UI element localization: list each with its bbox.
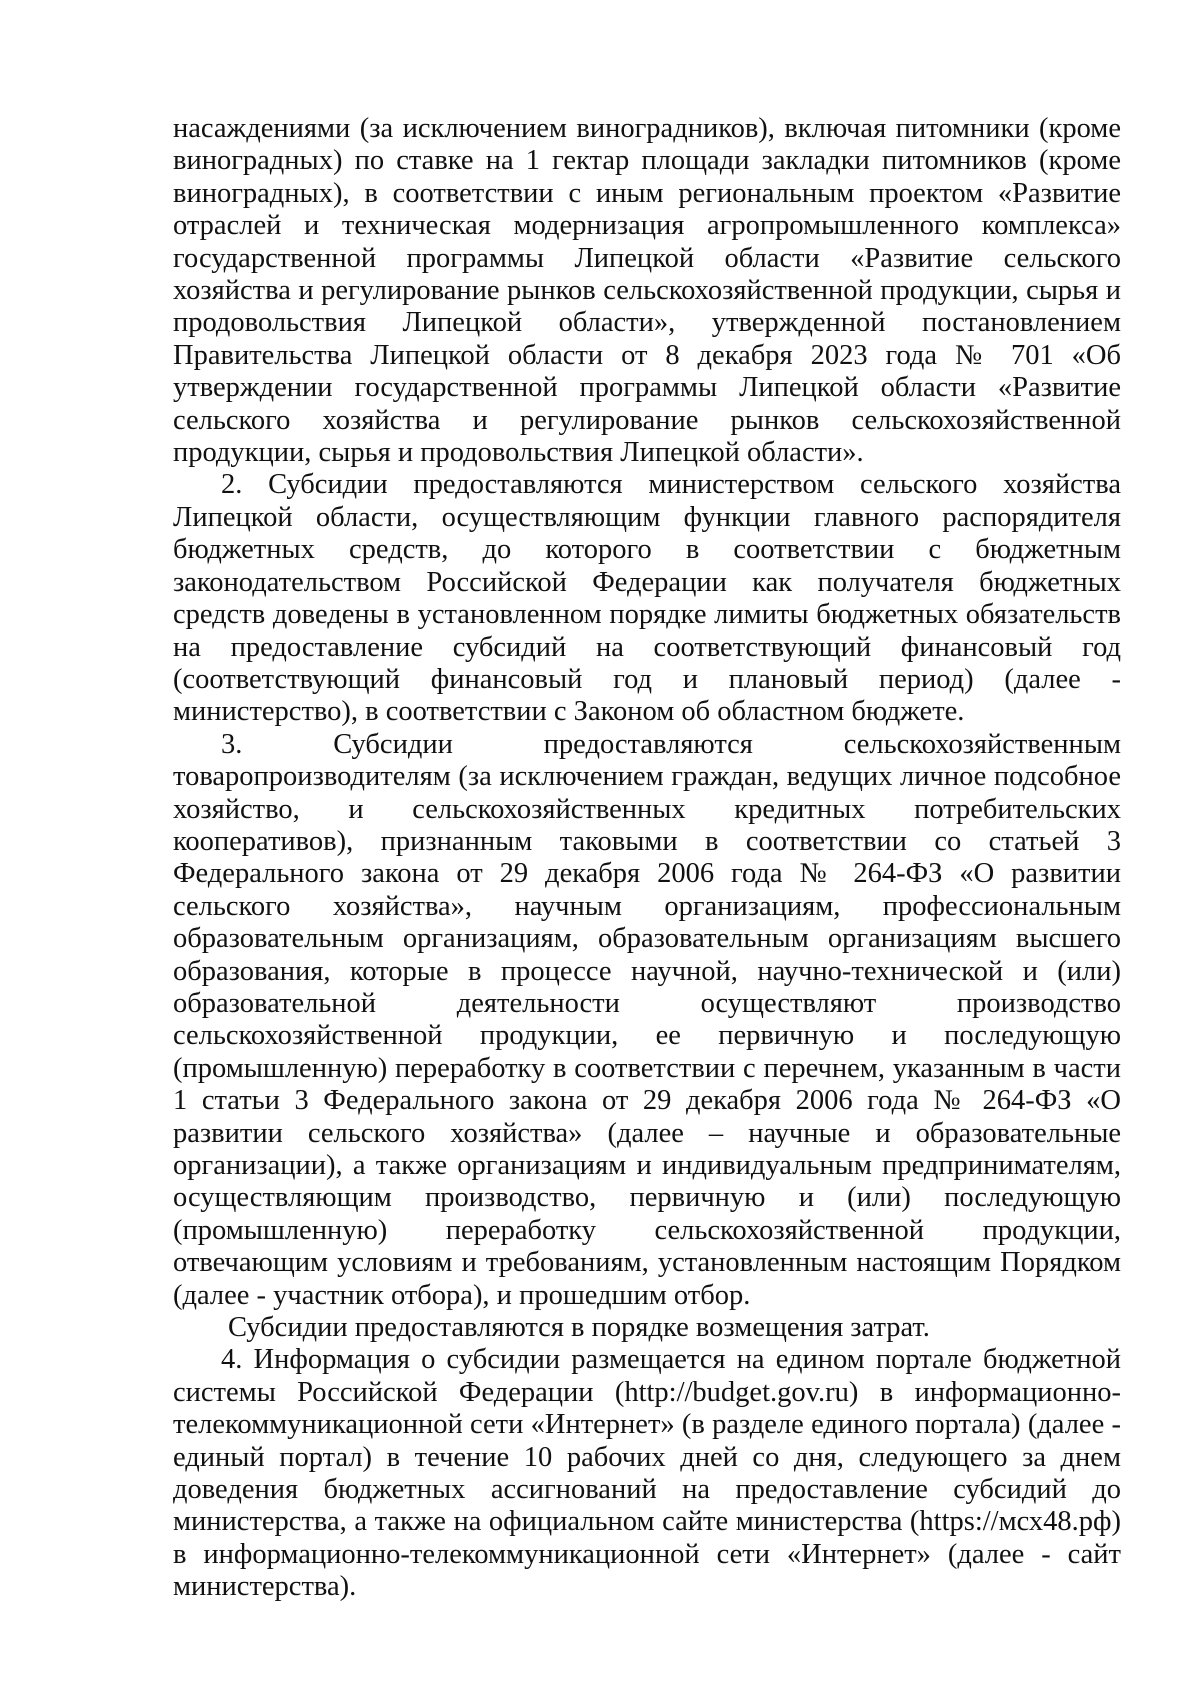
- document-page: [173, 113, 1121, 1604]
- paragraph-item-2: 2. Субсидии предоставляются министерством сельского хозяйства Липецкой области, осуществляющим функции главного распорядителя бюджетных средств, до которого в соответствии с бюджетным законодательством Российской Федерации как получателя бюджетных средств доведены в установленном порядке лимиты бюджетных обязательств на предоставление субсидий на соответствующий финансовый год (соответствующий финансовый год и плановый период) (далее - министерство), в соответствии с Законом об областном бюджете.: [173, 469, 1121, 728]
- paragraph-reimbursement-note: Субсидии предоставляются в порядке возмещения затрат.: [228, 1312, 930, 1344]
- paragraph-continuation: насаждениями (за исключением виноградников), включая питомники (кроме виноградных) по ставке на 1 гектар площади закладки питомников (кроме виноградных), в соответствии с иным региональным проектом «Развитие отраслей и техническая модернизация агропромышленного комплекса» государственной программы Липецкой области «Развитие сельского хозяйства и регулирование рынков сельскохозяйственной продукции, сырья и продовольствия Липецкой области», утвержденной постановлением Правительства Липецкой области от 8 декабря 2023 года № 701 «Об утверждении государственной программы Липецкой области «Развитие сельского хозяйства и регулирование рынков сельскохозяйственной продукции, сырья и продовольствия Липецкой области».: [173, 113, 1121, 469]
- paragraph-item-4: 4. Информация о субсидии размещается на едином портале бюджетной системы Российской Федерации (http://budget.gov.ru) в информационно-телекоммуникационной сети «Интернет» (в разделе единого портала) (далее - единый портал) в течение 10 рабочих дней со дня, следующего за днем доведения бюджетных ассигнований на предоставление субсидий до министерства, а также на официальном сайте министерства (https://мсх48.рф) в информационно-телекоммуникационной сети «Интернет» (далее - сайт министерства).: [173, 1344, 1121, 1603]
- paragraph-item-3: 3. Субсидии предоставляются сельскохозяйственным товаропроизводителям (за исключением граждан, ведущих личное подсобное хозяйство, и сельскохозяйственных кредитных потребительских кооперативов), признанным таковыми в соответствии со статьей 3 Федерального закона от 29 декабря 2006 года № 264-ФЗ «О развитии сельского хозяйства», научным организациям, профессиональным образовательным организациям, образовательным организациям высшего образования, которые в процессе научной, научно-технической и (или) образовательной деятельности осуществляют производство сельскохозяйственной продукции, ее первичную и последующую (промышленную) переработку в соответствии с перечнем, указанным в части 1 статьи 3 Федерального закона от 29 декабря 2006 года № 264-ФЗ «О развитии сельского хозяйства» (далее – научные и образовательные организации), а также организациям и индивидуальным предпринимателям, осуществляющим производство, первичную и (или) последующую (промышленную) переработку сельскохозяйственной продукции, отвечающим условиям и требованиям, установленным настоящим Порядком (далее - участник отбора), и прошедшим отбор.: [173, 728, 1121, 1311]
